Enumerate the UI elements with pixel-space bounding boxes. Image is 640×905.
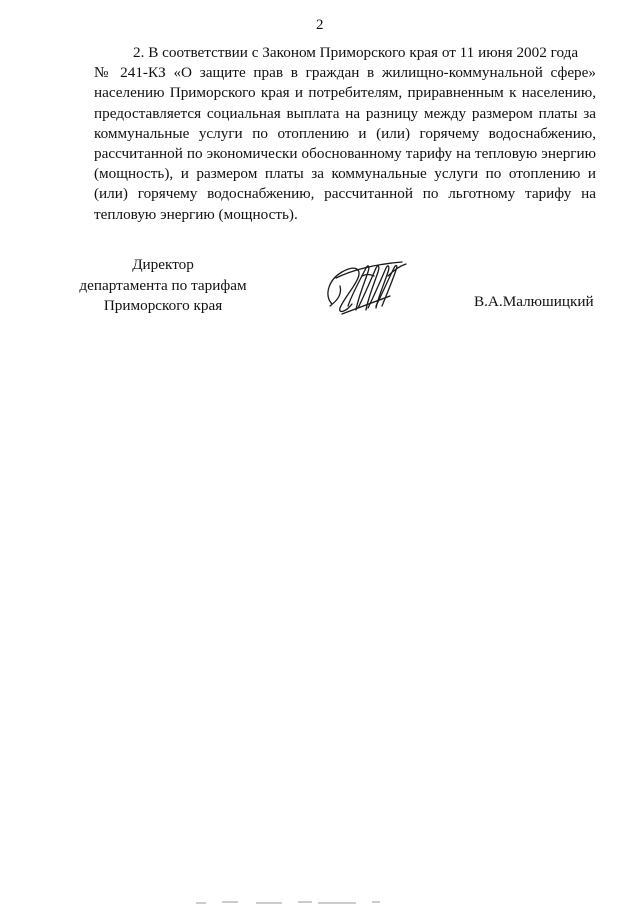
paragraph-line: № 241-КЗ «О защите прав в граждан в жилищно-коммунальной сфере» [94, 64, 596, 82]
signer-position-line: Приморского края [103, 297, 223, 314]
signer-name: В.А.Малюшицкий [474, 293, 594, 310]
page-number: 2 [316, 17, 324, 33]
paragraph-line: (мощность), и размером платы за коммунальные услуги по отоплению и [94, 165, 596, 183]
signer-position-line: департамента по тарифам [79, 276, 247, 294]
paragraph-line: коммунальные услуги по отоплению и (или) горячему водоснабжению, [94, 124, 596, 142]
paragraph-line: предоставляется социальная выплата на разницу между размером платы за [94, 104, 596, 122]
paragraph-line: 2. В соответствии с Законом Приморского края от 11 июня 2002 года [133, 44, 579, 61]
signer-position-line: Директор [132, 256, 194, 273]
handwritten-signature [318, 256, 410, 318]
scan-edge-marks [0, 897, 640, 905]
signer-position [78, 255, 248, 317]
paragraph-line: населению Приморского края и потребителям, приравненным к населению, [94, 84, 596, 102]
paragraph-line: (или) горячему водоснабжению, рассчитанной по льготному тарифу на [94, 185, 596, 203]
paragraph-line: тепловую энергию (мощность). [94, 205, 298, 223]
paragraph-line: рассчитанной по экономически обоснованному тарифу на тепловую энергию [94, 145, 596, 163]
